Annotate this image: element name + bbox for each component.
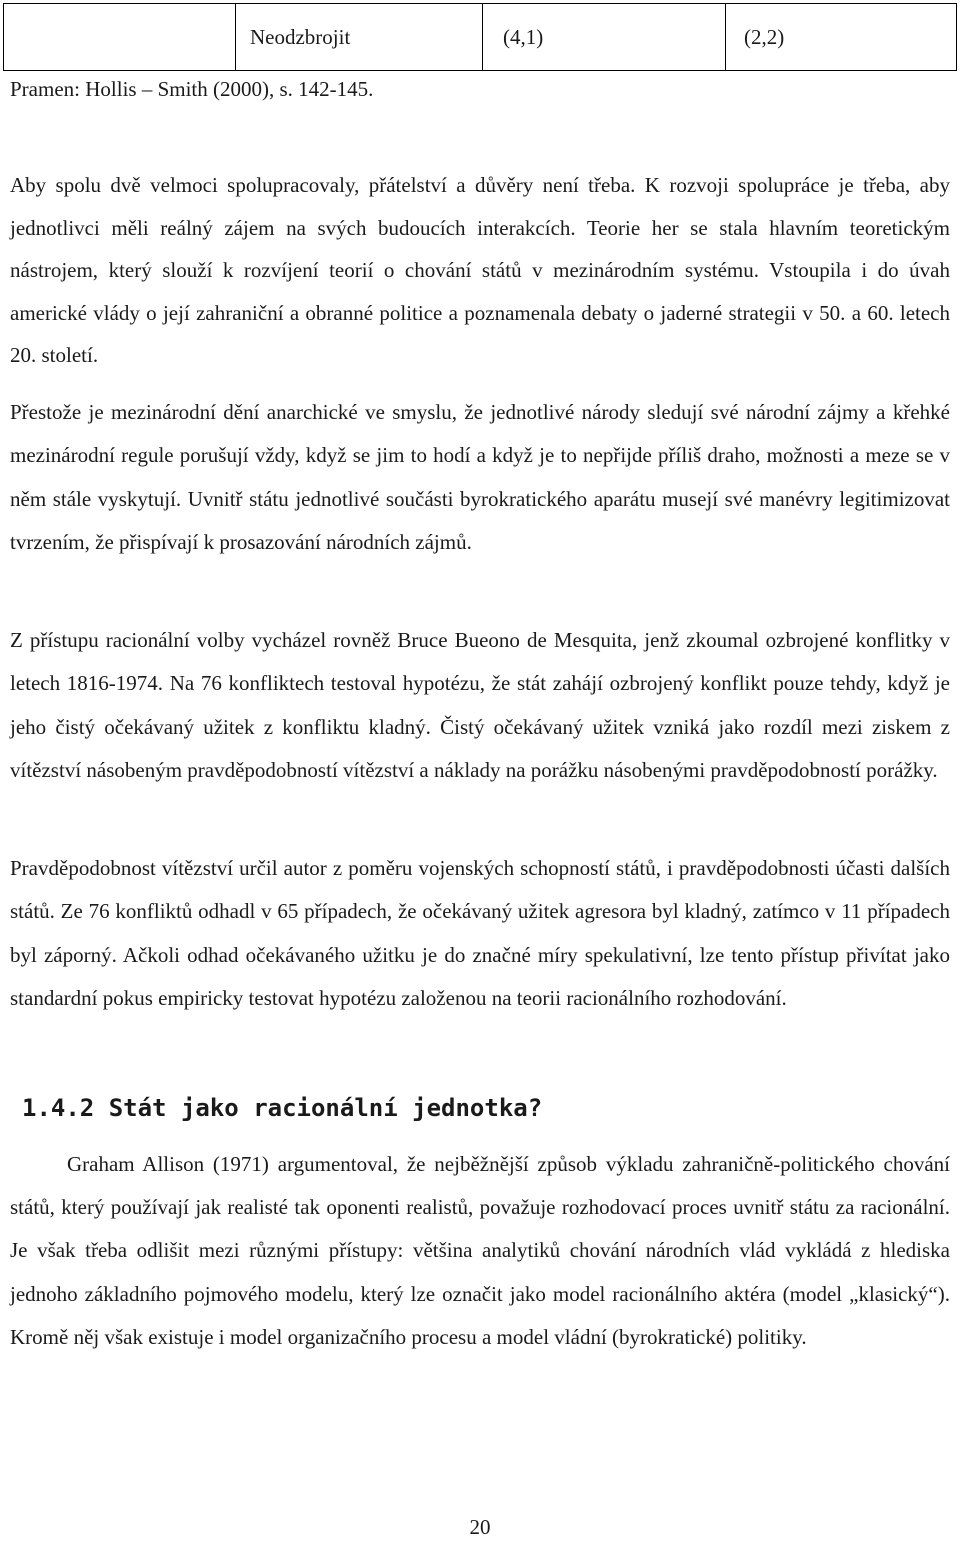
table-cell-empty — [4, 4, 236, 71]
source-note: Pramen: Hollis – Smith (2000), s. 142-145. — [10, 77, 374, 101]
paragraph-3: Z přístupu racionální volby vycházel rovněž Bruce Bueono de Mesquita, jenž zkoumal ozbrojené konflitky v letech 1816-1974. Na 76 konfliktech testoval hypotézu, že stát zahájí ozbrojený konflikt pouze tehdy, když je jeho čistý očekávaný užitek z konfliktu kladný. Čistý očekávaný užitek vzniká jako rozdíl mezi ziskem z vítězství násobeným pravděpodobností vítězství a náklady na porážku násobenými pravděpodobností porážky. — [10, 628, 950, 783]
payoff-table-fragment — [3, 3, 957, 71]
section-paragraph — [10, 1143, 950, 1359]
paragraph-2: Přestože je mezinárodní dění anarchické ve smyslu, že jednotlivé národy sledují své národní zájmy a křehké mezinárodní regule porušují vždy, když se jim to hodí a když je to nepřijde příliš draho, možnosti a meze se v něm stále vyskytují. Uvnitř státu jednotlivé součásti byrokratického aparátu musejí své manévry legitimizovat tvrzením, že přispívají k prosazování národních zájmů. — [10, 400, 950, 555]
table-row — [4, 4, 957, 71]
section-heading: 1.4.2 Stát jako racionální jednotka? — [22, 1094, 543, 1122]
table-cell-payoff-1: (4,1) — [483, 4, 726, 71]
paragraph-4: Pravděpodobnost vítězství určil autor z poměru vojenských schopností států, i pravděpodobnosti účasti dalších států. Ze 76 konfliktů odhadl v 65 případech, že očekávaný užitek agresora byl kladný, zatímco v 11 případech byl záporný. Ačkoli odhad očekávaného užitku je do značné míry spekulativní, lze tento přístup přivítat jako standardní pokus empiricky testovat hypotézu založenou na teorii racionálního rozhodování. — [10, 856, 950, 1011]
table-cell-strategy: Neodzbrojit — [236, 4, 483, 71]
paragraph-1: Aby spolu dvě velmoci spolupracovaly, přátelství a důvěry není třeba. K rozvoji spolupráce je třeba, aby jednotlivci měli reálný zájem na svých budoucích interakcích. Teorie her se stala hlavním teoretickým nástrojem, který slouží k rozvíjení teorií o chování států v mezinárodním systému. Vstoupila i do úvah americké vlády o její zahraniční a obranné politice a poznamenala debaty o jaderné strategii v 50. a 60. letech 20. století. — [10, 173, 950, 368]
page-number: 20 — [469, 1515, 491, 1539]
table-cell-payoff-2: (2,2) — [726, 4, 957, 71]
section-paragraph-text: Graham Allison (1971) argumentoval, že nejběžnější způsob výkladu zahraničně-politického chování států, který používají jak realisté tak oponenti realistů, považuje rozhodovací proces uvnitř státu za racionální. Je však třeba odlišit mezi různými přístupy: většina analytiků chování národních vlád vykládá z hlediska jednoho základního pojmového modelu, který lze označit jako model racionálního aktéra (model „klasický“). Kromě něj však existuje i model organizačního procesu a model vládní (byrokratické) politiky. — [10, 1152, 950, 1349]
